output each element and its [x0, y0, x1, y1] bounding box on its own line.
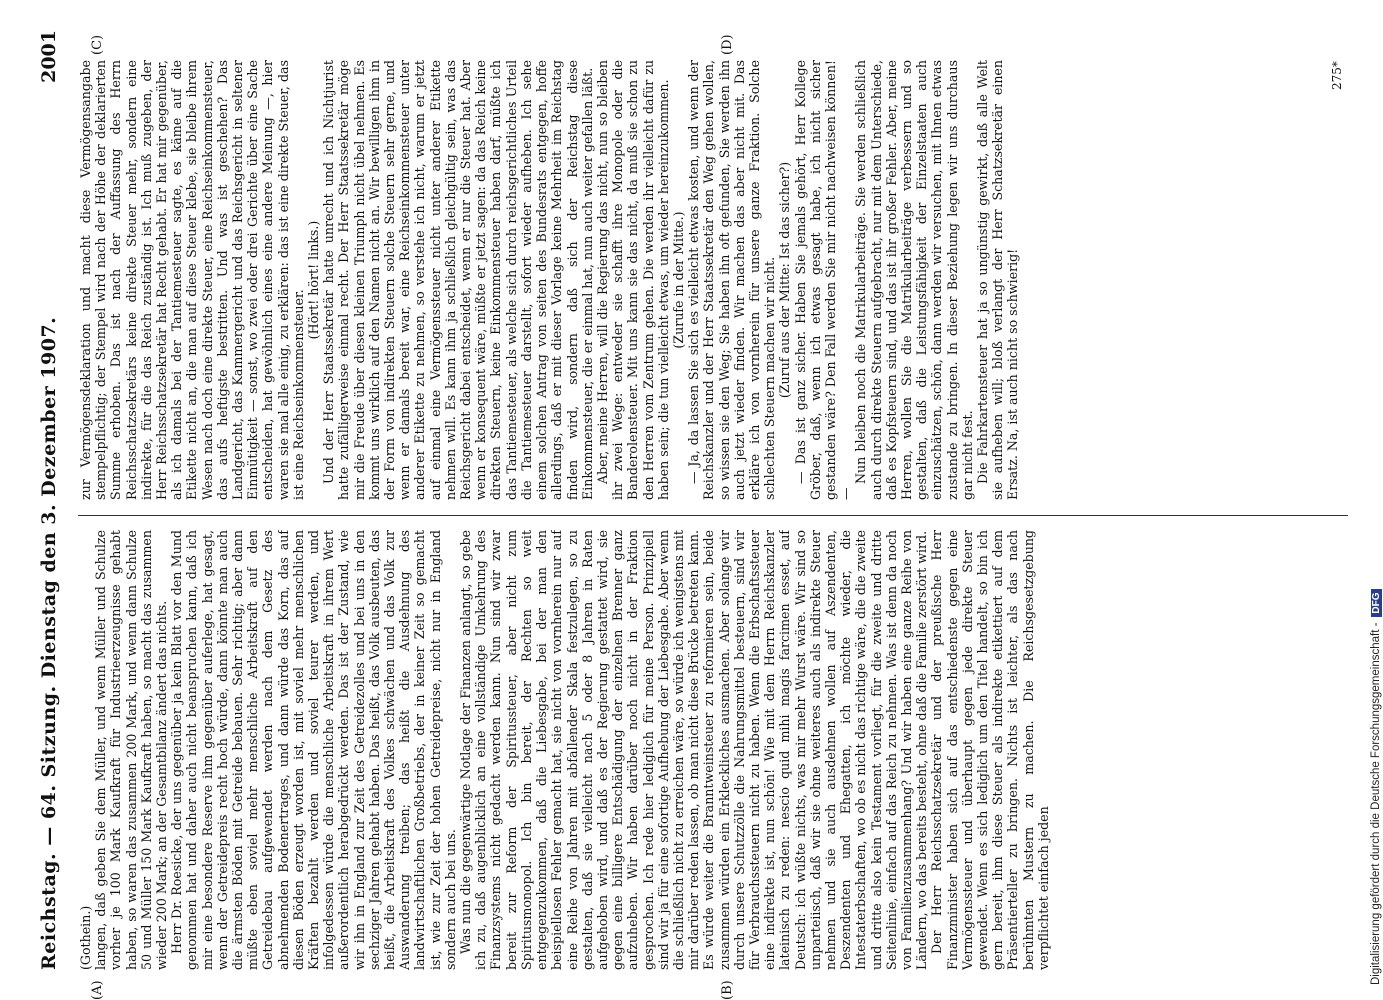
speaker-label: (Gothein.) [78, 905, 93, 970]
credit-text: Digitalisierung gefördert durch die Deutsche Forschungsgemeinschaft - [1370, 622, 1382, 985]
running-title: Reichstag. — 64. Sitzung. Dienstag den 3. Dezember 1907. [38, 316, 60, 970]
paragraph: Die Fahrkartensteuer hat ja so ungünstig gewirkt, daß alle Welt sie aufheben will; bloß verlangt der Herr Schatzsekretär einen Ersatz. Na, ist auch nicht so schwierig! [974, 60, 1021, 500]
paragraph: langen, daß geben Sie dem Müller, und wenn Müller und Schulze vorher je 100 Mark Kaufkraft für Industrieerzeugnisse gehabt haben, so waren das zusammen 200 Mark, und wenn dann Schulze 50 und Müller 150 Mark Kaufkraft haben, so macht das zusammen wieder 200 Mark; an der Gesamtbilanz ändert das nichts. [93, 530, 170, 970]
interjection: (Zuruf aus der Mitte: Ist das sicher?) [777, 161, 793, 399]
paragraph: Und der Herr Staatssekretär hatte unrecht und ich Nichtjurist hatte zufälligerweise einmal recht. Der Herr Staatssekretär möge mir die Freude über diesen kleinen Triumph nicht übel nehmen. Es kommt uns wirklich auf den Namen nicht an. Wir bewilligen ihm in der Form von indirekten Steuern solche Steuern sehr gerne, und wenn er damals bereit war, eine Reichseinkommensteuer unter anderer Etikette zu nehmen, so verstehe ich nicht, warum er jetzt auf einmal eine Vermögenssteuer nicht unter anderer Etikette nehmen will. Es kann ihm ja schließlich gleichgültig sein, was das Reichsgericht dabei entscheidet, wenn er nur die Steuer hat. Aber wenn er konsequent wäre, müßte er jetzt sagen: da das Reich keine direkten Steuern, keine Einkommensteuer haben darf, müßte ich das Tantiemesteuer, als welche sich durch reichsgerichtliches Urteil die Tantiemesteuer darstellt, sofort wieder aufheben. Ich sehe einem solchen Antrag von seiten des Bundesrats entgegen, hoffe allerdings, daß er mit dieser Vorlage keine Mehrheit im Reichstag finden wird, sondern daß sich der Reichstag diese Einkommensteuer, die er einmal hat, nun auch weiter gefallen läßt. [321, 60, 595, 500]
paragraph: — Ja, da lassen Sie sich es vielleicht etwas kosten, und wenn der Reichskanzler und der Herr Staatssekretär den Weg gehen wollen, so wissen sie den Weg; Sie haben ihn oft gefunden, Sie werden ihn auch jetzt wieder finden. Wir machen das aber nicht mit. Das erkläre ich von vornherein für unsere ganze Fraktion. Solche schlechten Steuern machen wir nicht. [686, 60, 778, 500]
digitization-credit [1370, 589, 1382, 985]
paragraph: — Das ist ganz sicher. Haben Sie jemals gehört, Herr Kollege Gröber, daß, wenn ich etwas gesagt habe, ich nicht sicher gestanden wäre? Den Fall werden Sie mir nicht nachweisen können! — [792, 60, 854, 500]
rotated-document-page [30, 30, 1360, 1000]
interjection: (Hört! hört! links.) [306, 220, 322, 340]
paragraph: Der Herr Reichsschatzsekretär und der preußische Herr Finanzminister haben sich auf das entschiedenste gegen eine Vermögenssteuer und überhaupt gegen jede direkte Steuer gewendet. Wenn es sich lediglich um den Titel handelt, so bin ich gern bereit, ihm diese Steuer als indirekte etikettiert auf dem Präsentierteller zu bringen. Nichts ist leichter, als das nach berühmten Mustern zu machen. Die Reichsgesetzgebung verpflichtet einfach jeden [929, 530, 1051, 970]
left-column [78, 530, 1348, 970]
margin-marker-c: (C) [90, 34, 105, 55]
right-column [78, 60, 1348, 500]
margin-marker-a: (A) [90, 980, 105, 1000]
paragraph: Was nun die gegenwärtige Notlage der Finanzen anlangt, so gebe ich zu, daß augenblicklich an eine vollständige Umkehrung des Finanzsystems nicht gedacht werden kann. Nun sind wir zwar bereit zur Reform der Spiritussteuer, aber nicht zum Spiritusmonopol. Ich bin bereit, der Rechten so weit entgegenzukommen, daß die Liebesgabe, bei der man den beispiellosen Fehler gemacht hat, sie nicht von vornherein nur auf eine Reihe von Jahren mit abfallender Skala festzulegen, so zu gestalten, daß sie vielleicht nach 5 oder 8 Jahren in Raten aufgehoben wird, und daß es der Regierung gestattet wird, sie gegen eine billigere Entschädigung der einzelnen Brenner ganz aufzuheben. Wir haben darüber noch nicht in der Fraktion gesprochen. Ich rede hier lediglich für meine Person. Prinzipiell sind wir ja für eine sofortige Aufhebung der Liebesgabe. Aber wenn die schließlich nicht zu erreichen wäre, so würde ich wenigstens mit mir darüber reden lassen, ob man nicht diese Brücke betreten kann. Es würde weiter die Branntweinsteuer zu reformieren sein, beide zusammen würden ein Erkleckliches ausmachen. Aber solange wir durch unsere Schutzzölle die Nahrungsmittel besteuern, sind wir für Verbrauchssteuern nicht zu haben. Wenn die Erbschaftssteuer eine indirekte ist, nun schön! Wie mit dem Herrn Reichskanzler lateinisch zu reden: nescio quid mihi magis farcimen esset, auf Deutsch: ich wüßte nichts, was mir mehr Wurst wäre. Wir sind so unparteiisch, daß wir sie ohne weiteres auch als indirekte Steuer nehmen und sie auch ausdehnen wollen auf Aszendenten, Deszendenten und Ehegatten, ich möchte wieder, die Intestaterbschaften, wo ob es nicht das richtige wäre, die die zweite und dritte also kein Testament vorliegt, für die zweite und dritte Seitenlinie, einfach auf das Reich zu nehmen. Was ist denn da noch von Familienzusammenhang? Und wir haben eine ganze Reihe von Ländern, wo das bereits besteht, ohne daß die Familie zerstört wird. [458, 530, 930, 970]
page-number: 2001 [38, 30, 60, 83]
dfg-logo: DFG [1371, 589, 1382, 616]
paragraph: Nun bleiben noch die Matrikularbeiträge. Sie werden schließlich auch durch direkte Steuern aufgebracht, nur mit dem Unterschiede, daß es Kopfsteuern sind, und das ist ihr großer Fehler. Aber, meine Herren, wollen Sie die Matrikularbeiträge verbessern und so gestalten, daß die Leistungsfähigkeit der Einzelstaaten auch einzuschätzen, schön, dann werden wir versuchen, mit Ihnen etwas zustande zu bringen. In dieser Beziehung legen wir uns durchaus gar nicht fest. [853, 60, 975, 500]
interjection: (Zurufe in der Mitte.) [670, 211, 686, 349]
paragraph: Aber, meine Herren, will die Regierung das nicht, nun so bleiben ihr zwei Wege: entweder sie schafft ihre Monopole oder die Banderolensteuer. Mit uns kann sie das nicht, da muß sie schon zu den Herren vom Zentrum gehen. Die werden ihr vielleicht dafür zu haben sein; die tun vielleicht etwas, um wieder hereinzukommen. [594, 60, 671, 500]
margin-marker-d: (D) [720, 34, 735, 55]
page-header [30, 30, 70, 970]
paragraph: zur Vermögensdeklaration und macht diese Vermögensangabe stempelpflichtig; der Stempel wird nach der Höhe der deklarierten Summe erhoben. Das ist nach der Auffassung des Herrn Reichsschatzsekretärs keine direkte Steuer mehr, sondern eine indirekte, für die das Reich zuständig ist. Ich muß zugeben, der Herr Reichsschatzsekretär hat Recht gehabt. Er hat mir gegenüber, als ich damals bei der Tantiemesteuer sagte, es käme auf die Etikette nicht an, die man auf diese Steuer klebe, sie bleibe ihrem Wesen nach doch eine direkte Steuer, eine Reichseinkommensteuer, das aufs heftigste bestritten. Und was ist geschehen? Das Landgericht, das Kammergericht und das Reichsgericht in seltener Einmütigkeit — sonst, wo zwei oder drei Gerichte über eine Sache entscheiden, hat gewöhnlich eines eine andere Meinung —, hier waren sie mal alle einig, zu erklären: das ist eine direkte Steuer, das ist eine Reichseinkommensteuer. [78, 60, 306, 500]
column-divider [78, 515, 1348, 516]
margin-marker-b: (B) [720, 980, 735, 1000]
signature-mark: 275* [1330, 61, 1344, 90]
paragraph: Herr Dr. Roesicke, der uns gegenüber ja kein Blatt vor den Mund genommen hat und daher auch nicht beanspruchen kann, daß ich mir eine besondere Reserve ihm gegenüber auferlege, hat gesagt, wenn der Getreidepreis recht hoch würde, dann könnte man auch die ärmsten Böden mit Getreide bebauen. Sehr richtig; aber dann müßte eben soviel mehr menschliche Arbeitskraft auf den Getreidebau aufgewendet werden nach dem Gesetz des abnehmenden Bodenertrages, und dann würde das Korn, das auf diesen Böden erzeugt worden ist, mit soviel mehr menschlichen Kräften bezahlt werden und soviel teurer werden, und infolgedessen würde die menschliche Arbeitskraft in ihrem Wert außerordentlich herabgedrückt werden. Das ist der Zustand, wie wir ihn in England zur Zeit des Getreidezolles und bei uns in den sechziger Jahren gehabt haben. Das heißt, das Volk ausbeuten, das heißt, die Arbeitskraft des Volkes schwächen und das Volk zur Auswanderung treiben; das heißt die Ausdehnung des landwirtschaftlichen Großbetriebs, der in keiner Zeit so gemacht ist, wie zur Zeit der hohen Getreidepreise, nicht nur in England sondern auch bei uns. [169, 530, 458, 970]
